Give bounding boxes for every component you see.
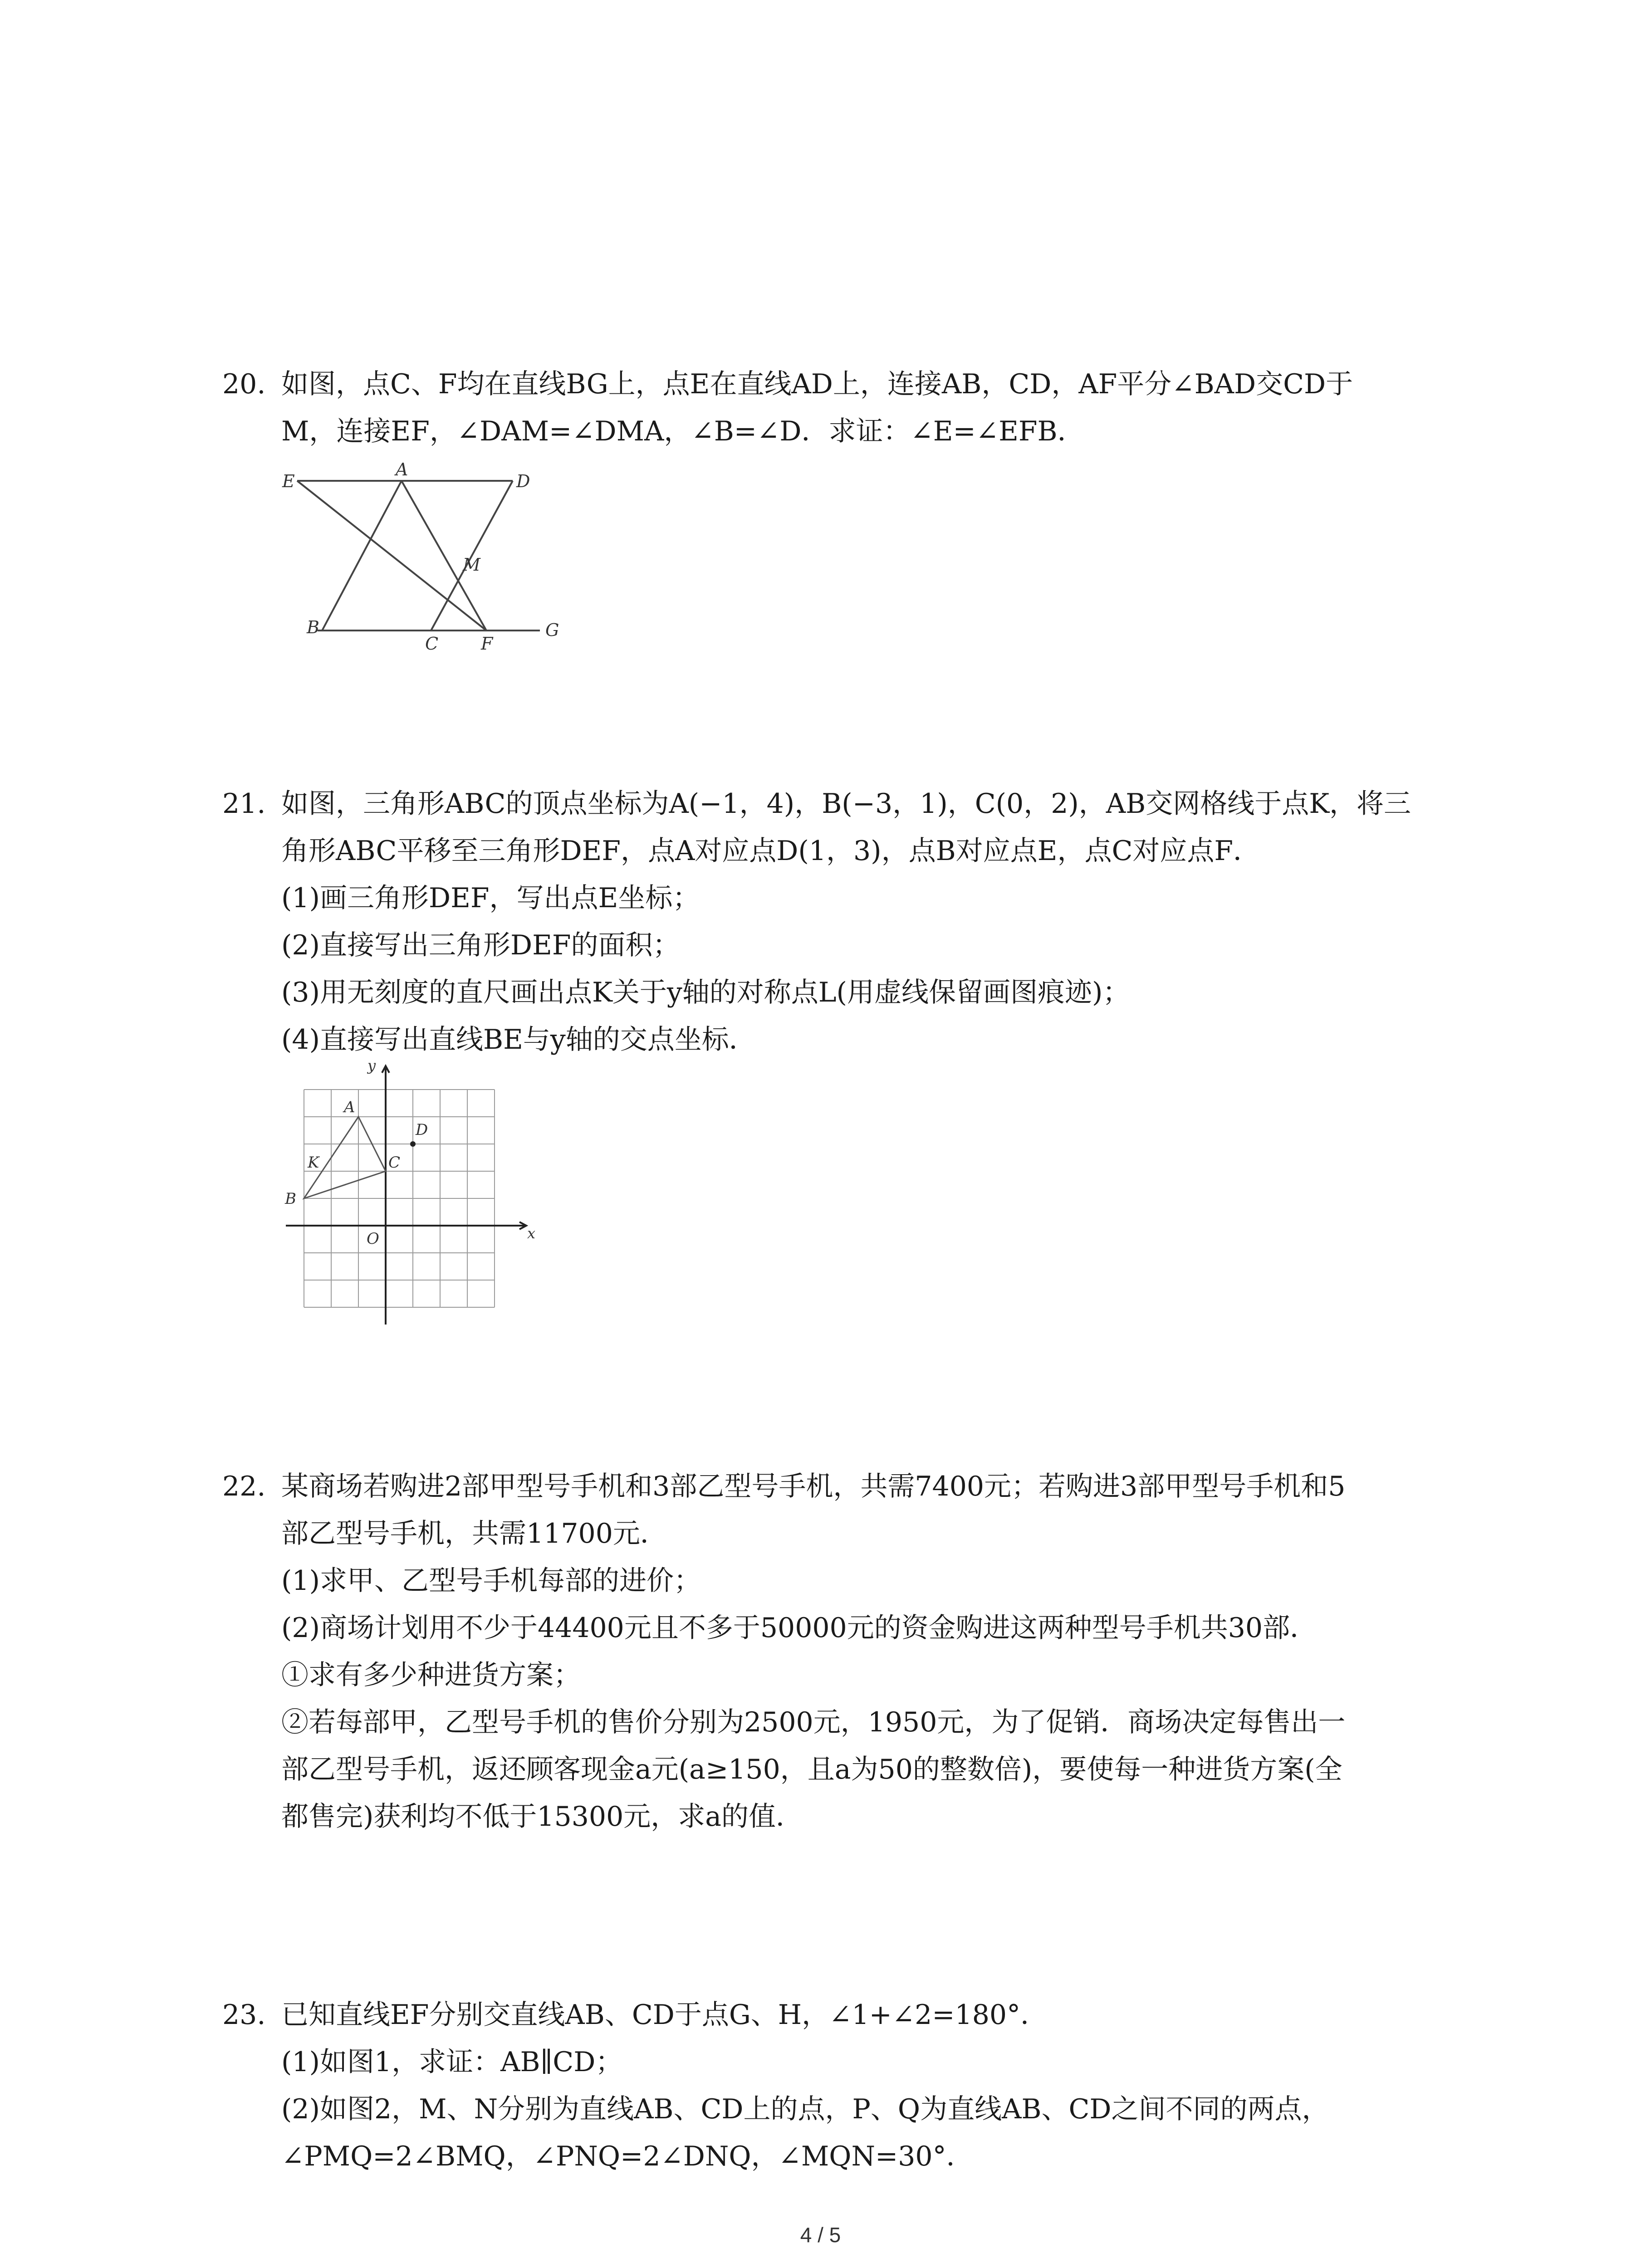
q21-line-1: 21. 如图，三角形ABC的顶点坐标为A(−1，4)，B(−3，1)，C(0，2)，AB交网格线于点K，将三 <box>222 780 1456 827</box>
q23-part-1: (1)如图1，求证：AB∥CD； <box>281 2046 623 2078</box>
q22-part-2-ii-line-3: 都售完)获利均不低于15300元，求a的值． <box>281 1801 803 1833</box>
label-G: G <box>545 620 559 640</box>
label-B: B <box>307 617 319 637</box>
q20-line-2: M，连接EF，∠DAM=∠DMA，∠B=∠D．求证：∠E=∠EFB． <box>281 415 1085 447</box>
axis-label-y: y <box>367 1057 376 1074</box>
q23-number: 23. <box>222 1999 266 2031</box>
q21-number: 21. <box>222 788 266 820</box>
q22-line-2: 部乙型号手机，共需11700元． <box>281 1518 667 1549</box>
q21-line-2: 角形ABC平移至三角形DEF，点A对应点D(1，3)，点B对应点E，点C对应点F． <box>281 835 1261 867</box>
axis-label-x: x <box>527 1225 536 1242</box>
q22-part-2-ii-line-2: 部乙型号手机，返还顾客现金a元(a≥150，且a为50的整数倍)，要使每一种进货方案(全 <box>281 1754 1342 1785</box>
q22-part-2-i: ①求有多少种进货方案； <box>281 1659 581 1691</box>
q21-part-2: (2)直接写出三角形DEF的面积； <box>281 929 680 961</box>
q23-part-2-line-2: ∠PMQ=2∠BMQ，∠PNQ=2∠DNQ，∠MQN=30°． <box>281 2141 974 2172</box>
q22-part-2: (2)商场计划用不少于44400元且不多于50000元的资金购进这两种型号手机共30部． <box>281 1612 1318 1644</box>
label-F: F <box>481 634 493 653</box>
q22-line-1: 22. 某商场若购进2部甲型号手机和3部乙型号手机，共需7400元；若购进3部甲型号手机和5 <box>222 1463 1456 1510</box>
q21-grid-figure <box>277 1057 540 1338</box>
label-A: A <box>396 463 408 479</box>
point-D <box>410 1141 416 1147</box>
q20-line-1: 20. 如图，点C、F均在直线BG上，点E在直线AD上，连接AB，CD，AF平分∠BAD交CD于 <box>222 361 1456 408</box>
label-C: C <box>425 634 439 653</box>
q22-number: 22. <box>222 1471 266 1502</box>
label-D: D <box>416 1121 428 1139</box>
label-A: A <box>344 1098 355 1116</box>
label-C: C <box>388 1154 401 1172</box>
q21-part-4: (4)直接写出直线BE与y轴的交点坐标． <box>281 1024 756 1056</box>
question-23 <box>222 1991 1456 2180</box>
label-D: D <box>516 471 530 491</box>
page-number: 4 / 5 <box>800 2223 841 2247</box>
label-B: B <box>285 1190 296 1208</box>
q20-number: 20. <box>222 368 266 400</box>
q21-part-1: (1)画三角形DEF，写出点E坐标； <box>281 882 700 914</box>
q23-line-1: 23. 已知直线EF分别交直线AB、CD于点G、H，∠1+∠2=180°． <box>222 1991 1456 2038</box>
q22-part-1: (1)求甲、乙型号手机每部的进价； <box>281 1565 701 1597</box>
q20-figure <box>272 463 572 653</box>
question-22 <box>222 1463 1456 1840</box>
q22-part-2-ii-line-1: ②若每部甲，乙型号手机的售价分别为2500元，1950元，为了促销．商场决定每售出一 <box>281 1706 1346 1738</box>
label-K: K <box>308 1154 319 1172</box>
q23-part-2-line-1: (2)如图2，M、N分别为直线AB、CD上的点，P、Q为直线AB、CD之间不同的两点， <box>281 2093 1329 2125</box>
q21-part-3: (3)用无刻度的直尺画出点K关于y轴的对称点L(用虚线保留画图痕迹)； <box>281 977 1130 1008</box>
question-21 <box>222 780 1456 1063</box>
label-E: E <box>282 471 295 491</box>
question-20 <box>222 361 1456 455</box>
origin-label: O <box>367 1230 379 1248</box>
label-M: M <box>463 555 480 575</box>
